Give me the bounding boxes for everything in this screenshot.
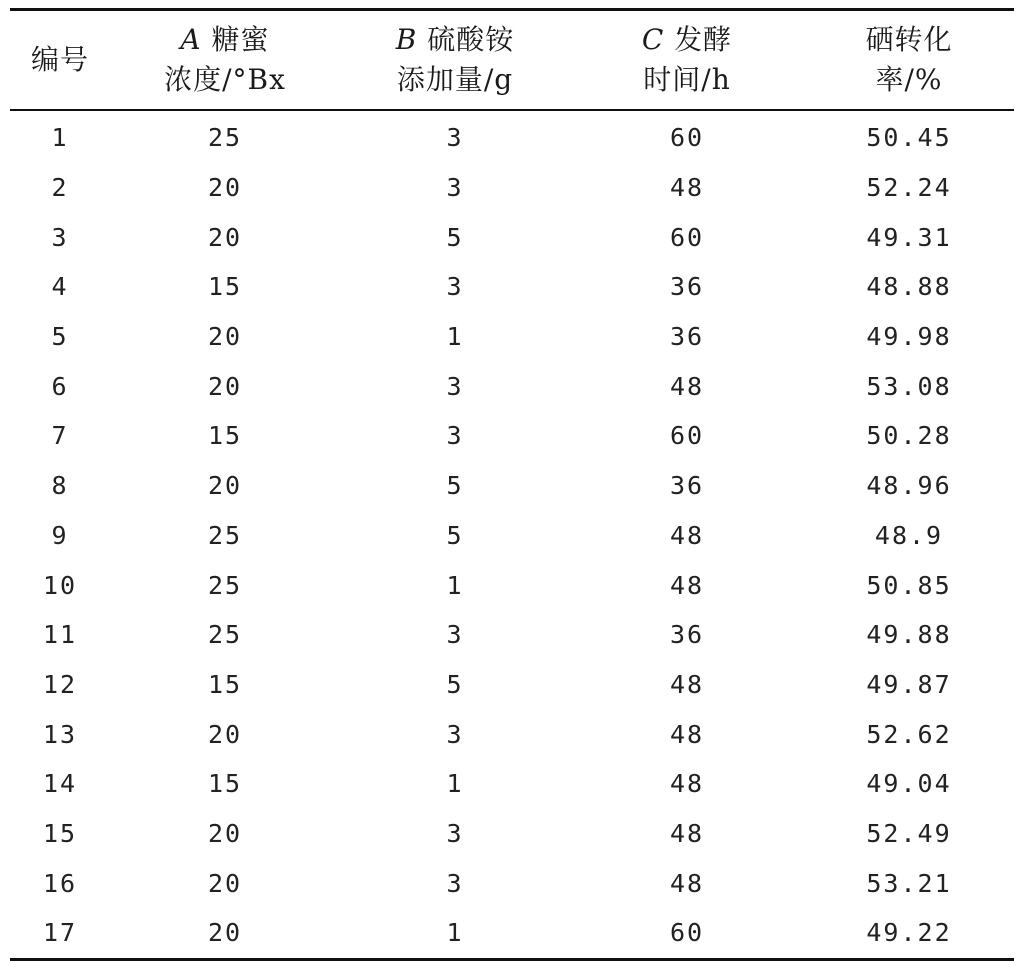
cell-molasses-concentration: 20: [207, 471, 243, 501]
table-row: [10, 560, 1014, 610]
cell-selenium-conversion-rate: 52.24: [866, 173, 952, 203]
cell-number: 6: [51, 371, 69, 401]
table-row: [10, 163, 1014, 213]
table-row: [10, 660, 1014, 710]
cell-ammonium-sulfate-amount: 3: [446, 371, 464, 401]
cell-molasses-concentration: 25: [207, 123, 243, 153]
cell-selenium-conversion-rate: 48.88: [866, 272, 952, 302]
table-row: [10, 212, 1014, 262]
cell-selenium-conversion-rate: 52.49: [866, 818, 952, 848]
cell-selenium-conversion-rate: 48.96: [866, 471, 952, 501]
cell-ammonium-sulfate-amount: 1: [446, 769, 464, 799]
cell-selenium-conversion-rate: 52.62: [866, 719, 952, 749]
header-row: [10, 10, 1014, 111]
cell-ammonium-sulfate-amount: 5: [446, 471, 464, 501]
cell-molasses-concentration: 20: [207, 173, 243, 203]
header-fermentation-title: 发酵: [664, 23, 733, 56]
cell-fermentation-time: 48: [669, 520, 705, 550]
cell-fermentation-time: 36: [669, 272, 705, 302]
cell-ammonium-sulfate-amount: 3: [446, 868, 464, 898]
cell-molasses-concentration: 20: [207, 322, 243, 352]
header-selenium-line1: 硒转化: [865, 23, 953, 56]
cell-selenium-conversion-rate: 50.45: [866, 123, 952, 153]
header-fermentation-var: C: [641, 23, 665, 56]
cell-fermentation-time: 36: [669, 620, 705, 650]
cell-ammonium-sulfate-amount: 3: [446, 173, 464, 203]
cell-molasses-concentration: 20: [207, 918, 243, 948]
table-body: [10, 110, 1014, 959]
cell-molasses-concentration: 15: [207, 421, 243, 451]
cell-ammonium-sulfate-amount: 1: [446, 570, 464, 600]
cell-selenium-conversion-rate: 49.31: [866, 222, 952, 252]
cell-selenium-conversion-rate: 49.88: [866, 620, 952, 650]
table-row: [10, 411, 1014, 461]
header-number-text: 编号: [30, 43, 89, 76]
cell-ammonium-sulfate-amount: 3: [446, 272, 464, 302]
cell-selenium-conversion-rate: 49.22: [866, 918, 952, 948]
cell-number: 9: [51, 520, 69, 550]
header-ammonium-var: B: [395, 23, 418, 56]
header-cell-fermentation-time: [570, 10, 804, 111]
cell-ammonium-sulfate-amount: 5: [446, 520, 464, 550]
cell-number: 5: [51, 322, 69, 352]
cell-molasses-concentration: 20: [207, 371, 243, 401]
table-row: [10, 610, 1014, 660]
table-row: [10, 110, 1014, 163]
cell-fermentation-time: 48: [669, 570, 705, 600]
header-cell-ammonium-sulfate: [340, 10, 570, 111]
cell-number: 13: [42, 719, 78, 749]
cell-fermentation-time: 48: [669, 818, 705, 848]
cell-selenium-conversion-rate: 49.87: [866, 669, 952, 699]
cell-molasses-concentration: 20: [207, 818, 243, 848]
cell-number: 10: [42, 570, 78, 600]
cell-fermentation-time: 48: [669, 669, 705, 699]
header-molasses-line2: 浓度/°Bx: [164, 63, 286, 96]
cell-number: 15: [42, 818, 78, 848]
experiment-results-table: [10, 8, 1014, 961]
cell-ammonium-sulfate-amount: 3: [446, 818, 464, 848]
cell-ammonium-sulfate-amount: 3: [446, 421, 464, 451]
header-ammonium-line2: 添加量/g: [396, 63, 514, 96]
cell-number: 8: [51, 471, 69, 501]
header-cell-molasses: [110, 10, 340, 111]
cell-number: 12: [42, 669, 78, 699]
cell-fermentation-time: 48: [669, 371, 705, 401]
header-cell-selenium-conversion: [804, 10, 1014, 111]
cell-fermentation-time: 60: [669, 918, 705, 948]
table-header: [10, 10, 1014, 111]
cell-selenium-conversion-rate: 48.9: [874, 520, 944, 550]
table-row: [10, 809, 1014, 859]
cell-fermentation-time: 36: [669, 322, 705, 352]
header-cell-number: [10, 10, 110, 111]
cell-fermentation-time: 60: [669, 222, 705, 252]
header-molasses-var: A: [180, 23, 202, 56]
cell-molasses-concentration: 20: [207, 222, 243, 252]
header-fermentation-line2: 时间/h: [643, 63, 731, 96]
cell-number: 1: [51, 123, 69, 153]
data-table-container: [10, 8, 1014, 961]
cell-number: 7: [51, 421, 69, 451]
cell-ammonium-sulfate-amount: 3: [446, 123, 464, 153]
cell-selenium-conversion-rate: 50.28: [866, 421, 952, 451]
table-row: [10, 858, 1014, 908]
cell-fermentation-time: 48: [669, 173, 705, 203]
table-row: [10, 759, 1014, 809]
cell-ammonium-sulfate-amount: 1: [446, 918, 464, 948]
header-molasses-title: 糖蜜: [201, 23, 270, 56]
cell-molasses-concentration: 20: [207, 868, 243, 898]
header-ammonium-line1: [340, 20, 570, 60]
cell-fermentation-time: 48: [669, 769, 705, 799]
cell-molasses-concentration: 25: [207, 570, 243, 600]
cell-selenium-conversion-rate: 53.08: [866, 371, 952, 401]
header-selenium-line2: 率/%: [875, 63, 943, 96]
header-molasses-line1: [110, 20, 340, 60]
cell-selenium-conversion-rate: 53.21: [866, 868, 952, 898]
table-row: [10, 312, 1014, 362]
table-row: [10, 709, 1014, 759]
header-fermentation-line1: [570, 20, 804, 60]
table-row: [10, 511, 1014, 561]
cell-molasses-concentration: 25: [207, 620, 243, 650]
cell-fermentation-time: 48: [669, 868, 705, 898]
cell-molasses-concentration: 15: [207, 769, 243, 799]
cell-selenium-conversion-rate: 49.98: [866, 322, 952, 352]
cell-number: 4: [51, 272, 69, 302]
cell-number: 14: [42, 769, 78, 799]
cell-number: 17: [42, 918, 78, 948]
header-ammonium-title: 硫酸铵: [417, 23, 515, 56]
cell-number: 3: [51, 222, 69, 252]
table-row: [10, 908, 1014, 959]
cell-molasses-concentration: 20: [207, 719, 243, 749]
cell-fermentation-time: 60: [669, 421, 705, 451]
cell-molasses-concentration: 25: [207, 520, 243, 550]
cell-ammonium-sulfate-amount: 3: [446, 719, 464, 749]
cell-ammonium-sulfate-amount: 5: [446, 669, 464, 699]
cell-ammonium-sulfate-amount: 3: [446, 620, 464, 650]
cell-number: 2: [51, 173, 69, 203]
cell-fermentation-time: 36: [669, 471, 705, 501]
table-row: [10, 361, 1014, 411]
table-row: [10, 461, 1014, 511]
cell-selenium-conversion-rate: 49.04: [866, 769, 952, 799]
table-row: [10, 262, 1014, 312]
cell-ammonium-sulfate-amount: 5: [446, 222, 464, 252]
cell-ammonium-sulfate-amount: 1: [446, 322, 464, 352]
cell-number: 16: [42, 868, 78, 898]
cell-fermentation-time: 60: [669, 123, 705, 153]
cell-selenium-conversion-rate: 50.85: [866, 570, 952, 600]
cell-molasses-concentration: 15: [207, 272, 243, 302]
cell-fermentation-time: 48: [669, 719, 705, 749]
cell-molasses-concentration: 15: [207, 669, 243, 699]
cell-number: 11: [42, 620, 78, 650]
